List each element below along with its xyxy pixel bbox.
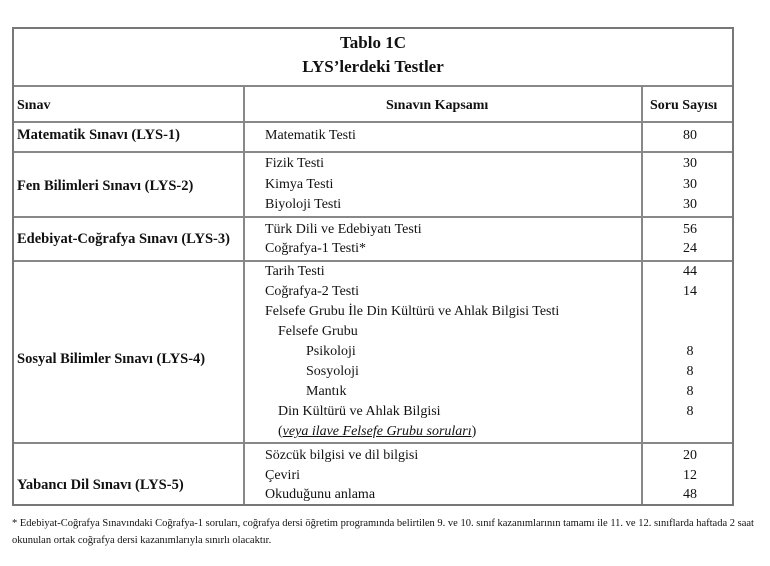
test-item: Psikoloji bbox=[306, 344, 356, 359]
question-count: 8 bbox=[686, 364, 694, 379]
test-item: Biyoloji Testi bbox=[265, 197, 342, 212]
exam-name: Matematik Sınavı (LYS-1) bbox=[17, 127, 180, 143]
test-item: Çeviri bbox=[265, 468, 300, 483]
divider bbox=[14, 442, 732, 444]
table-title: Tablo 1C bbox=[340, 33, 406, 52]
test-item: Matematik Testi bbox=[265, 128, 356, 143]
question-count: 30 bbox=[683, 156, 697, 171]
table-subtitle: LYS’lerdeki Testler bbox=[302, 57, 444, 76]
divider bbox=[14, 260, 732, 262]
question-count: 8 bbox=[686, 404, 694, 419]
test-item-note bbox=[278, 422, 476, 442]
divider bbox=[14, 85, 732, 87]
question-count: 30 bbox=[683, 197, 697, 212]
test-item: Felsefe Grubu İle Din Kültürü ve Ahlak Bilgisi Testi bbox=[265, 304, 560, 319]
divider bbox=[14, 151, 732, 153]
exam-name: Yabancı Dil Sınavı (LYS-5) bbox=[17, 477, 184, 493]
test-item: Coğrafya-1 Testi* bbox=[265, 241, 367, 256]
divider bbox=[14, 216, 732, 218]
header-exam: Sınav bbox=[17, 98, 51, 113]
footnote: * Edebiyat-Coğrafya Sınavındaki Coğrafya-1 soruları, coğrafya dersi öğretim programında belirtilen 9. ve 10. sınıf kazanımlarının tamamı ile 11. ve 12. sınıflarda haftada 2 saat okunulan ortak coğrafya dersi kazanımlarıyla sınırlı olacaktır. bbox=[12, 518, 754, 546]
test-item: Coğrafya-2 Testi bbox=[265, 284, 360, 299]
test-item: Tarih Testi bbox=[265, 264, 325, 279]
question-count: 20 bbox=[683, 448, 697, 463]
test-item: Sözcük bilgisi ve dil bilgisi bbox=[265, 448, 419, 463]
question-count: 56 bbox=[683, 222, 697, 237]
test-item: Din Kültürü ve Ahlak Bilgisi bbox=[278, 404, 441, 419]
test-item: Türk Dili ve Edebiyatı Testi bbox=[265, 222, 422, 237]
question-count: 80 bbox=[683, 128, 697, 143]
exam-name: Sosyal Bilimler Sınavı (LYS-4) bbox=[17, 351, 206, 367]
test-item: Sosyoloji bbox=[306, 364, 359, 379]
question-count: 14 bbox=[683, 284, 697, 299]
exam-name: Edebiyat-Coğrafya Sınavı (LYS-3) bbox=[17, 231, 230, 247]
header-count: Soru Sayısı bbox=[650, 98, 718, 113]
test-item: Kimya Testi bbox=[265, 177, 334, 192]
divider bbox=[14, 121, 732, 123]
test-item: Mantık bbox=[306, 384, 347, 399]
test-item: Fizik Testi bbox=[265, 156, 325, 171]
test-item: Okuduğunu anlama bbox=[265, 487, 376, 502]
question-count: 12 bbox=[683, 468, 697, 483]
question-count: 24 bbox=[683, 241, 697, 256]
note-italic: veya ilave Felsefe Grubu soruları bbox=[282, 424, 472, 439]
lys-tests-table bbox=[12, 27, 734, 506]
header-scope: Sınavın Kapsamı bbox=[386, 98, 489, 113]
exam-name: Fen Bilimleri Sınavı (LYS-2) bbox=[17, 178, 194, 194]
question-count: 48 bbox=[683, 487, 697, 502]
note-open: ( bbox=[278, 424, 283, 439]
question-count: 8 bbox=[686, 344, 694, 359]
note-close: ) bbox=[471, 424, 477, 439]
question-count: 30 bbox=[683, 177, 697, 192]
question-count: 44 bbox=[683, 264, 697, 279]
question-count: 8 bbox=[686, 384, 694, 399]
test-item: Felsefe Grubu bbox=[278, 324, 358, 339]
